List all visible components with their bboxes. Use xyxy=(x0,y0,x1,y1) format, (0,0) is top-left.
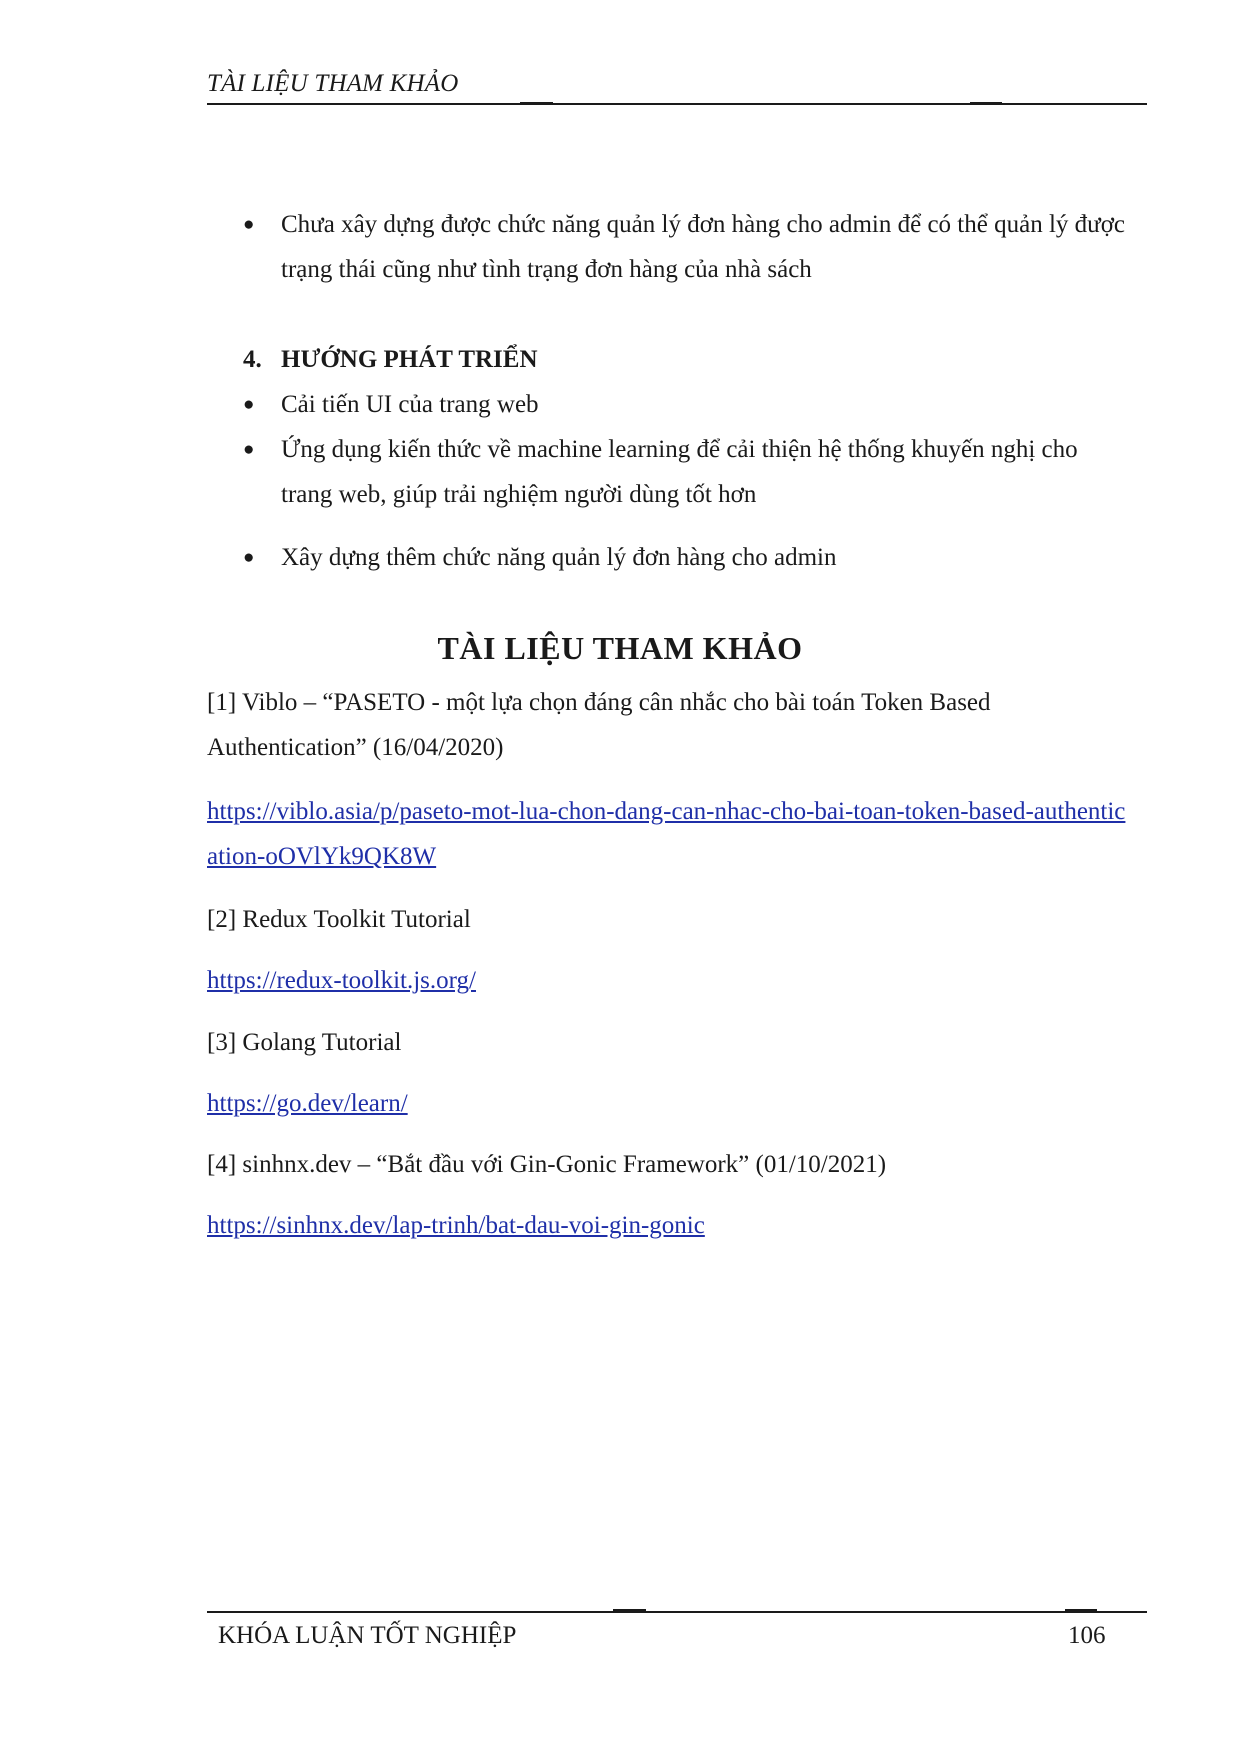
limitation-item-text: Chưa xây dựng được chức năng quản lý đơn hàng cho admin để có thể quản lý được trạng thái cũng như tình trạng đơn hàng của nhà sách xyxy=(281,211,1126,283)
reference-link[interactable]: https://viblo.asia/p/paseto-mot-lua-chon-dang-can-nhac-cho-bai-toan-token-based-authentication-oOVlYk9QK8W xyxy=(207,798,1126,870)
header-divider xyxy=(207,103,1147,105)
reference-link[interactable]: https://sinhnx.dev/lap-trinh/bat-dau-voi-gin-gonic xyxy=(207,1212,705,1239)
references-title: TÀI LIỆU THAM KHẢO xyxy=(437,630,803,666)
header-divider-accent xyxy=(520,102,553,105)
development-item xyxy=(243,535,1151,580)
header-divider-accent xyxy=(970,102,1002,105)
bullet-icon: ● xyxy=(243,439,255,460)
section-heading xyxy=(243,340,538,380)
footer-divider-accent xyxy=(613,1609,646,1612)
bullet-icon: ● xyxy=(243,214,255,235)
reference-label: [1] Viblo – “PASETO - một lựa chọn đáng cân nhắc cho bài toán Token Based Authentication” (16/04/2020) xyxy=(207,689,991,761)
reference-label: [3] Golang Tutorial xyxy=(207,1029,402,1056)
footer-title: KHÓA LUẬN TỐT NGHIỆP xyxy=(218,1622,517,1649)
development-item xyxy=(243,382,1151,427)
development-item-text: Ứng dụng kiến thức về machine learning để cải thiện hệ thống khuyến nghị cho trang web, giúp trải nghiệm người dùng tốt hơn xyxy=(281,436,1078,508)
section-title: HƯỚNG PHÁT TRIỂN xyxy=(281,346,538,373)
page-number: 106 xyxy=(1068,1622,1106,1649)
development-item xyxy=(243,427,1131,517)
reference-label: [2] Redux Toolkit Tutorial xyxy=(207,906,471,933)
reference-label: [4] sinhnx.dev – “Bắt đầu với Gin-Gonic Framework” (01/10/2021) xyxy=(207,1151,887,1178)
section-number: 4. xyxy=(243,346,262,373)
reference-link[interactable]: https://go.dev/learn/ xyxy=(207,1090,408,1117)
bullet-icon: ● xyxy=(243,394,255,415)
development-item-text: Xây dựng thêm chức năng quản lý đơn hàng cho admin xyxy=(281,544,837,571)
development-item-text: Cải tiến UI của trang web xyxy=(281,391,539,418)
footer-divider xyxy=(207,1611,1147,1613)
reference-link[interactable]: https://redux-toolkit.js.org/ xyxy=(207,967,476,994)
bullet-icon: ● xyxy=(243,547,255,568)
limitation-item xyxy=(243,202,1141,292)
running-header-title: TÀI LIỆU THAM KHẢO xyxy=(207,70,459,97)
footer-divider-accent xyxy=(1065,1609,1097,1612)
